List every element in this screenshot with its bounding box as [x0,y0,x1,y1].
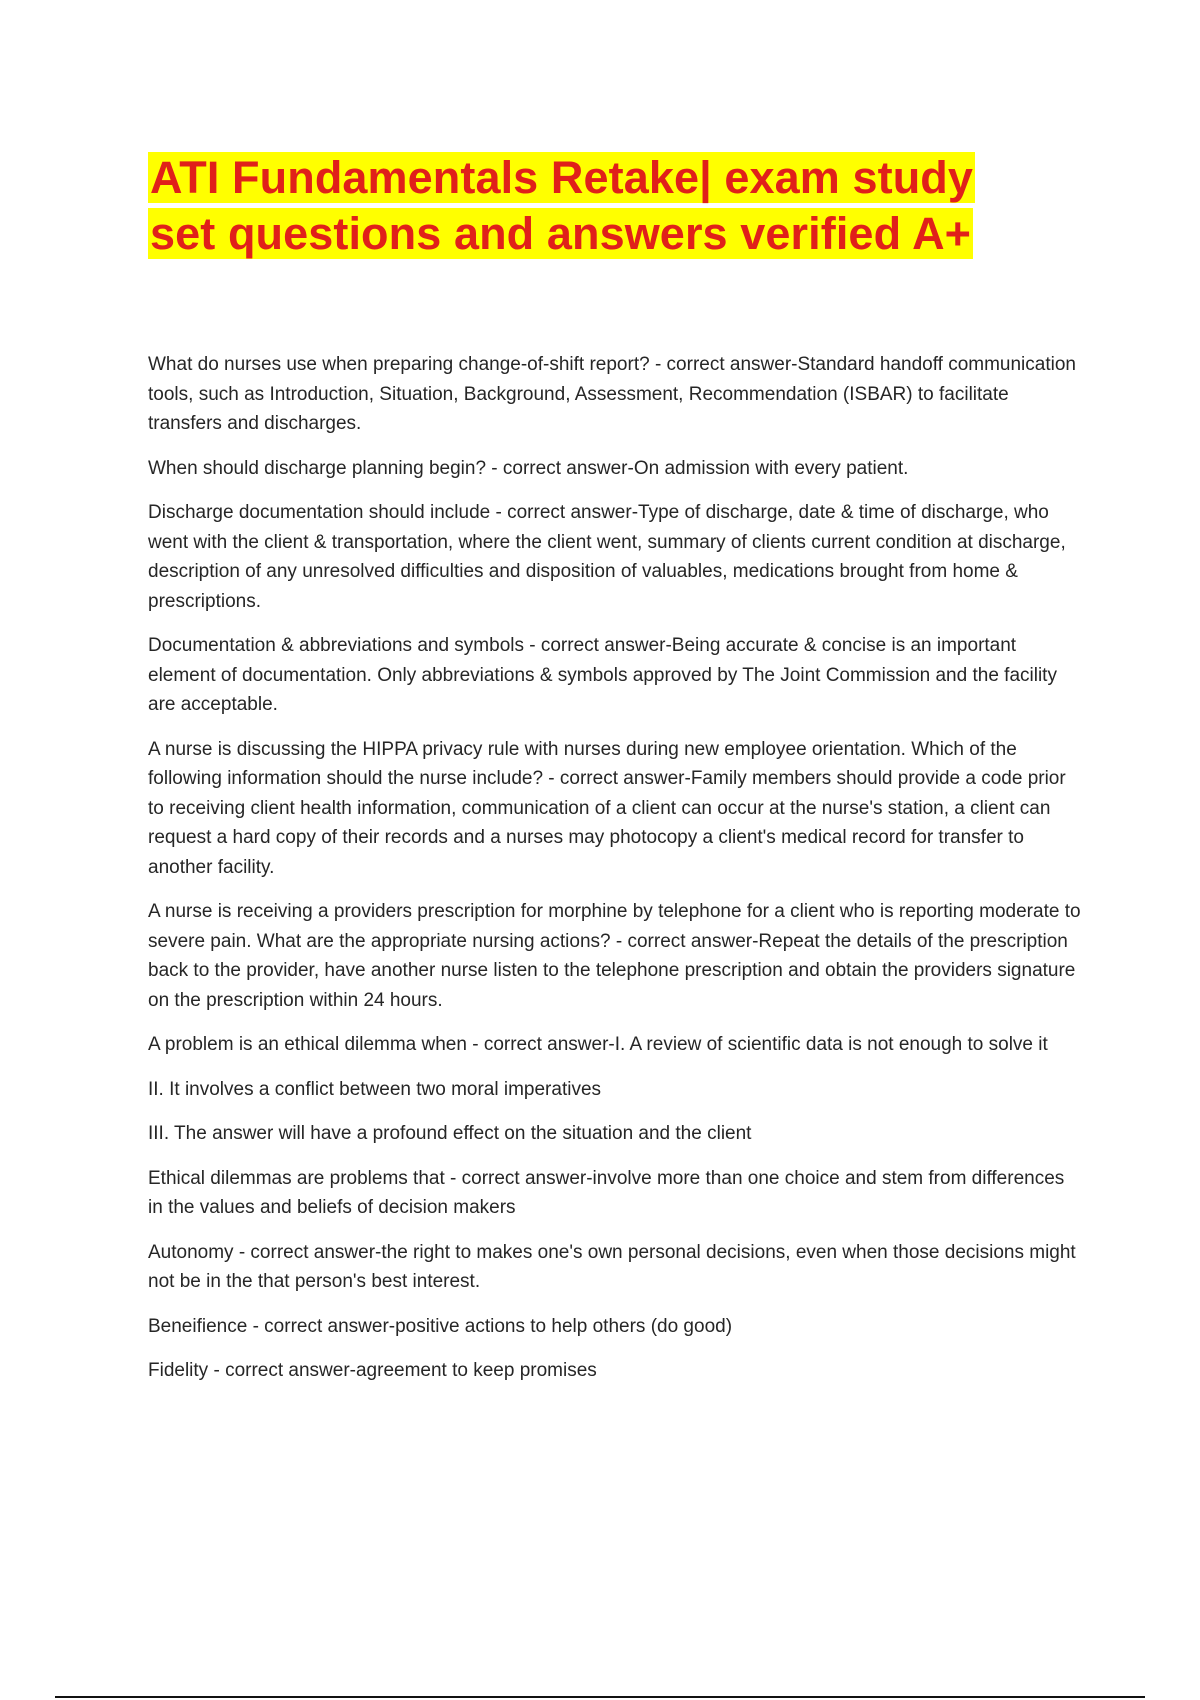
qa-entry-ethical-dilemma-ii: II. It involves a conflict between two moral imperatives [148,1078,602,1100]
qa-list [148,350,1083,1401]
qa-entry-handoff-report: What do nurses use when preparing change-of-shift report? - correct answer-Standard handoff communication tools, such as Introduction, Situation, Background, Assessment, Recommendation (ISBAR) to facilitate transfers and discharges. [148,354,1076,434]
qa-entry-hipaa: A nurse is discussing the HIPPA privacy rule with nurses during new employee orientation. Which of the following information should the nurse include? - correct answer-Family members should provide a code prior to receiving client health information, communication of a client can occur at the nurse's station, a client can request a hard copy of their records and a nurses may photocopy a client's medical record for transfer to another facility. [148,738,1066,878]
document-title [148,150,1028,262]
qa-entry-ethical-dilemma: A problem is an ethical dilemma when - correct answer-I. A review of scientific data is not enough to solve it [148,1034,1048,1055]
title-highlight: ATI Fundamentals Retake| exam study set questions and answers verified A+ [150,152,973,259]
qa-entry-beneficence: Beneifience - correct answer-positive actions to help others (do good) [148,1315,733,1337]
qa-entry-discharge-documentation: Discharge documentation should include - correct answer-Type of discharge, date & time of discharge, who went with the client & transportation, where the client went, summary of clients current condition at discharge, description of any unresolved difficulties and disposition of valuables, medications brought from home & prescriptions. [148,502,1066,612]
qa-entry-autonomy: Autonomy - correct answer-the right to makes one's own personal decisions, even when those decisions might not be in the that person's best interest. [148,1241,1076,1292]
title-block [148,150,1028,262]
qa-entry-ethical-dilemma-iii: III. The answer will have a profound effect on the situation and the client [148,1123,752,1144]
qa-entry-ethical-dilemmas-definition: Ethical dilemmas are problems that - correct answer-involve more than one choice and stem from differences in the values and beliefs of decision makers [148,1167,1065,1218]
qa-entry-abbreviations: Documentation & abbreviations and symbols - correct answer-Being accurate & concise is an important element of documentation. Only abbreviations & symbols approved by The Joint Commission and the facility are acceptable. [148,635,1057,715]
bottom-divider [55,1696,1145,1698]
qa-entry-discharge-planning: When should discharge planning begin? - correct answer-On admission with every patient. [148,457,909,479]
qa-entry-telephone-prescription: A nurse is receiving a providers prescription for morphine by telephone for a client who is reporting moderate to severe pain. What are the appropriate nursing actions? - correct answer-Repeat the details of the prescription back to the provider, have another nurse listen to the telephone prescription and obtain the providers signature on the prescription within 24 hours. [148,901,1081,1011]
qa-entry-fidelity: Fidelity - correct answer-agreement to keep promises [148,1360,597,1381]
